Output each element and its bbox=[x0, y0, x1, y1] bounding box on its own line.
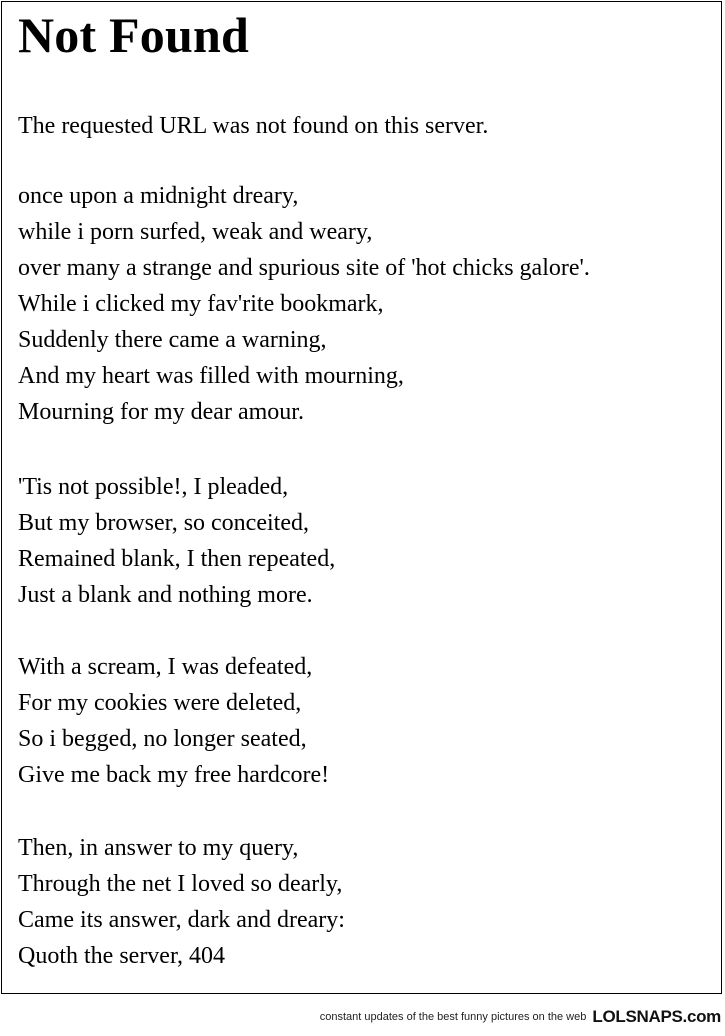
poem-line: So i begged, no longer seated, bbox=[18, 726, 307, 752]
poem-line: Quoth the server, 404 bbox=[18, 943, 225, 969]
watermark-footer bbox=[320, 1002, 721, 1032]
poem-line: 'Tis not possible!, I pleaded, bbox=[18, 474, 289, 500]
footer-caption: constant updates of the best funny pictures on the web bbox=[319, 1011, 587, 1023]
poem-line: But my browser, so conceited, bbox=[18, 510, 309, 536]
poem-line: while i porn surfed, weak and weary, bbox=[18, 219, 373, 245]
poem-line: over many a strange and spurious site of 'hot chicks galore'. bbox=[18, 255, 590, 281]
site-logo: LOLSNAPS.com bbox=[592, 1007, 721, 1026]
poem-stanza-2 bbox=[18, 469, 335, 613]
poem-stanza-4 bbox=[18, 830, 345, 974]
error-message: The requested URL was not found on this server. bbox=[18, 113, 489, 139]
poem-line: Suddenly there came a warning, bbox=[18, 327, 327, 353]
poem-line: Remained blank, I then repeated, bbox=[18, 546, 336, 572]
poem-line: Through the net I loved so dearly, bbox=[18, 871, 343, 897]
poem-line: With a scream, I was defeated, bbox=[18, 654, 313, 680]
poem-line: And my heart was filled with mourning, bbox=[18, 363, 404, 389]
poem-line: Then, in answer to my query, bbox=[18, 835, 299, 861]
poem-line: once upon a midnight dreary, bbox=[18, 183, 299, 209]
poem-line: Give me back my free hardcore! bbox=[18, 762, 330, 788]
page-title: Not Found bbox=[18, 7, 250, 63]
poem-stanza-1 bbox=[18, 178, 590, 430]
poem-line: Mourning for my dear amour. bbox=[18, 399, 304, 425]
poem-line: Just a blank and nothing more. bbox=[18, 582, 313, 608]
error-page-frame bbox=[1, 1, 722, 994]
poem-line: While i clicked my fav'rite bookmark, bbox=[18, 291, 384, 317]
poem-stanza-3 bbox=[18, 649, 329, 793]
poem-line: For my cookies were deleted, bbox=[18, 690, 302, 716]
poem-line: Came its answer, dark and dreary: bbox=[18, 907, 345, 933]
